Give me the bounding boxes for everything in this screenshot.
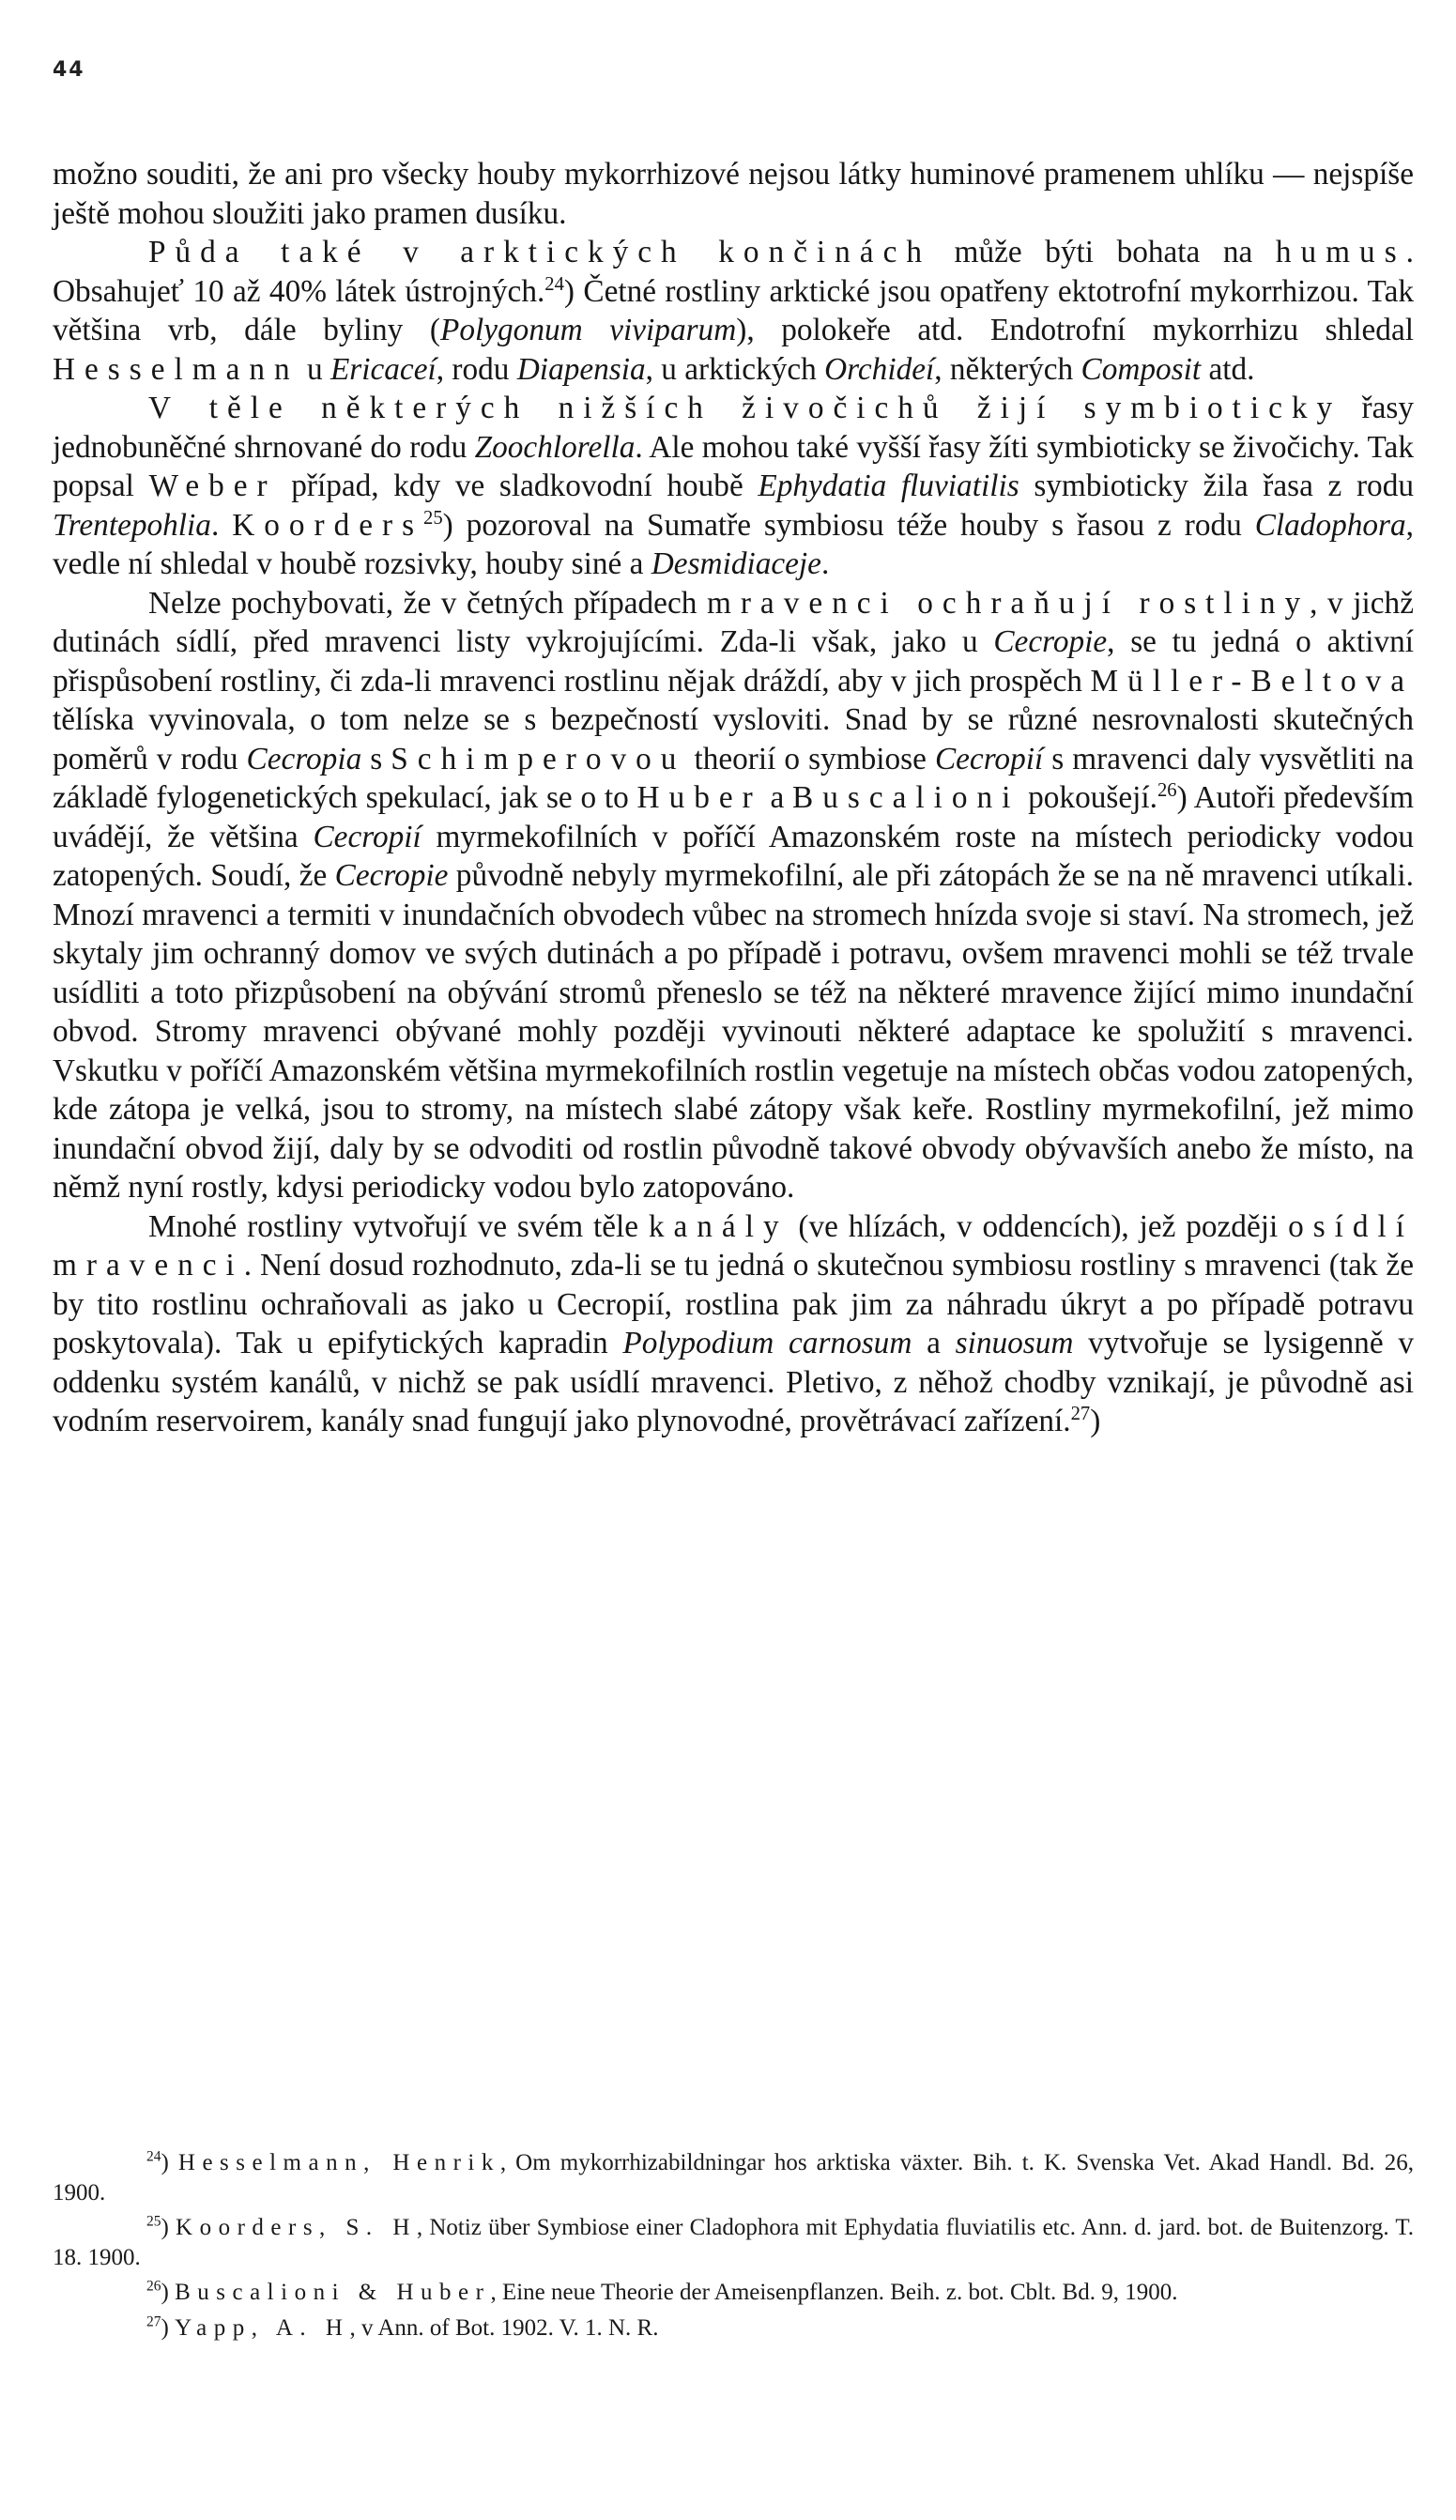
text-run: ) pozoroval na Sumatře symbiosu téže houby s řasou z rodu: [442, 507, 1255, 543]
text-run: sinuosum: [955, 1326, 1074, 1360]
text-run: , u arktických: [645, 351, 825, 387]
text-run: Cladophora: [1254, 507, 1406, 543]
footnote-text: ): [161, 2150, 178, 2175]
page-number: 44: [53, 58, 85, 82]
text-run: Cecropií: [934, 741, 1044, 776]
text-run: a: [761, 780, 793, 815]
text-run: Ephydatia fluviatilis: [758, 469, 1019, 503]
text-run: Koorders: [232, 507, 424, 543]
text-run: .: [820, 546, 830, 581]
paragraph: [53, 233, 1414, 389]
text-run: . Ale mohou také vyšší řasy žíti symbioticky se živočichy. Tak popsal: [53, 429, 1414, 503]
footnote-text: , Eine neue Theorie der Ameisenpflanzen. Beih. z. bot. Cblt. Bd. 9, 1900.: [490, 2280, 1178, 2305]
footnote-text: Buscalioni & Huber: [175, 2280, 491, 2305]
text-run: případ, kdy ve sladkovodní houbě: [276, 469, 759, 503]
text-run: Nelze pochybovati, že v četných případech: [148, 585, 707, 621]
text-run: , rodu: [436, 351, 517, 387]
text-run: Huber: [636, 780, 762, 815]
paragraph: [53, 389, 1414, 584]
text-run: může býti bohata na: [930, 235, 1276, 269]
paragraph: [53, 1207, 1414, 1441]
footnote-text: , v Ann. of Bot. 1902. V. 1. N. R.: [349, 2314, 659, 2341]
text-run: řasy jednobuněčné shrnované do rodu: [53, 391, 1414, 465]
text-run: ), polokeře atd. Endotrofní mykorrhizu shledal: [736, 313, 1414, 347]
footnote-ref: 27: [146, 2313, 161, 2330]
footnote-text: Hesselmann, Henrik: [177, 2150, 500, 2175]
text-run: symbioticky žila řasa z rodu: [1019, 469, 1414, 503]
footnote-text: Koorders, S. H: [176, 2215, 417, 2240]
text-run: Desmidiaceje: [651, 546, 821, 581]
text-run: Diapensia: [516, 351, 646, 387]
footnote: [53, 2313, 1414, 2343]
text-run: humus: [1275, 235, 1406, 269]
footnote-ref: 24: [544, 273, 564, 295]
footnote-text: ): [161, 2215, 176, 2240]
text-run: theorií o symbiose: [685, 741, 935, 776]
text-run: vytvořuje se lysigenně v oddenku systém kanálů, v nichž se pak usídlí mravenci. Pletivo, z něhož chodby vznikají, je původně asi vodním reservoirem, kanály snad fungují jako plynovodné, provětrávací zařízení.: [53, 1326, 1414, 1438]
text-run: u: [299, 351, 330, 387]
text-run: s: [361, 741, 391, 776]
text-run: . Obsahujeť 10 až 40% látek ústrojných.: [53, 235, 1414, 309]
text-run: Cecropie: [993, 624, 1108, 659]
text-run: původně nebyly myrmekofilní, ale při zátopách že se na ně mravenci utíkali. Mnozí mravenci a termiti v inundačních obvodech vůbec na stromech hnízda svoje si staví. Na stromech, jež skytaly jim ochranný domov ve svých dutinách a po případě i potravu, ovšem mravenci mohli se též trvale usídliti a toto přizpůsobení na obývání stromů přeneslo se též na některé mravence žijící mimo inundační obvod. Stromy mravenci obývané mohly později vyvinouti některé adaptace ke spolužití s mravenci. Vskutku v poříčí Amazonském většina myrmekofilních rostlin vegetuje na místech občas vodou zatopených, kde zátopa je velká, jsou to stromy, na místech slabé zátopy však keře. Rostliny myrmekofilní, jež mimo inundační obvod žijí, daly by se odvoditi od rostlin původně takové obvody obývavších anebo že místo, na němž nyní rostly, kdysi periodicky vodou bylo zatopováno.: [53, 858, 1414, 1205]
footnote-text: ): [161, 2314, 176, 2341]
text-run: tělíska vyvinovala, o tom nelze se s bezpečností vysloviti. Snad by se různé nesrovnalosti skutečných poměrů v rodu: [53, 702, 1414, 776]
text-run: ): [1090, 1404, 1101, 1438]
text-run: myrmekofilních v poříčí Amazonském roste na místech periodicky vodou zatopených. Soudí, že: [53, 819, 1414, 893]
text-run: ) Autoři především uvádějí, že většina: [53, 780, 1414, 854]
text-run: . Není dosud rozhodnuto, zda-li se tu jedná o skutečnou symbiosu rostliny s mravenci (tak že by tito rostlinu ochraňovali as jako u Cecropií, rostlina pak jim za náhradu úkryt a po případě potravu poskytovala). Tak u epifytických kapradin: [53, 1248, 1414, 1360]
footnote-text: ): [161, 2280, 176, 2305]
text-run: Trentepohlia: [53, 507, 211, 543]
text-run: atd.: [1201, 351, 1255, 387]
paragraph: [53, 155, 1414, 233]
text-run: Schimperovou: [391, 741, 686, 776]
footnote-text: , Notiz über Symbiose einer Cladophora mit Ephydatia fluviatilis etc. Ann. d. jard. bot. de Buitenzorg. T. 18. 1900.: [53, 2215, 1414, 2270]
footnote-text: Yapp, A. H: [175, 2314, 350, 2341]
text-run: Polygonum viviparum: [440, 313, 737, 347]
text-run: , v jichž dutinách sídlí, před mravenci listy vykrojujícími. Zda-li však, jako u: [53, 585, 1414, 659]
text-run: Zoochlorella: [474, 429, 636, 465]
footnote: [53, 2278, 1414, 2308]
footnote-ref: 25: [423, 507, 443, 529]
text-run: mravenci ochraňují rostliny: [706, 585, 1310, 621]
footnote-ref: 26: [146, 2278, 161, 2295]
footnote-ref: 27: [1070, 1403, 1091, 1424]
footnote: [53, 2148, 1414, 2207]
text-run: Cecropia: [246, 741, 362, 776]
footnote: [53, 2213, 1414, 2272]
text-run: Orchideí: [824, 351, 935, 387]
footnote-ref: 26: [1157, 779, 1177, 801]
text-run: V těle některých nižších živočichů žijí symbioticky: [148, 391, 1342, 425]
footnote-ref: 24: [146, 2148, 161, 2165]
text-run: ) Četné rostliny arktické jsou opatřeny ektotrofní mykorrhizou. Tak většina vrb, dále byliny (: [53, 273, 1415, 347]
text-run: (ve hlízách, v oddencích), jež později: [788, 1208, 1289, 1244]
text-run: , se tu jedná o aktivní přispůsobení rostliny, či zda-li mravenci rostlinu nějak dráždí, aby v jich prospěch: [53, 624, 1415, 699]
text-run: Polypodium carnosum: [622, 1326, 912, 1360]
text-run: a: [912, 1326, 956, 1360]
text-run: možno souditi, že ani pro všecky houby mykorrhizové nejsou látky huminové pramenem uhlíku — nejspíše ještě mohou sloužiti jako pramen dusíku.: [53, 157, 1414, 231]
text-run: Müller-Beltova: [1090, 663, 1414, 699]
text-run: Composit: [1081, 351, 1202, 387]
footnote-ref: 25: [146, 2213, 161, 2230]
footnotes: [53, 2148, 1414, 2348]
footnote-text: , Om mykorrhizabildningar hos arktiska växter. Bih. t. K. Svenska Vet. Akad Handl. Bd. 26, 1900.: [53, 2150, 1414, 2205]
text-run: Weber: [148, 469, 277, 503]
paragraph: [53, 584, 1414, 1207]
text-run: .: [210, 507, 233, 543]
text-run: Mnohé rostliny vytvořují ve svém těle: [148, 1208, 649, 1244]
text-run: Ericaceí: [330, 351, 437, 387]
text-run: kanály: [648, 1208, 789, 1244]
text-run: Cecropie: [334, 858, 449, 893]
text-run: Cecropií: [313, 819, 421, 854]
text-run: , některých: [934, 351, 1081, 387]
text-run: Buscalioni: [792, 780, 1020, 815]
text-run: osídlí mravenci: [53, 1208, 1415, 1283]
text-run: Půda také v arktických končinách: [148, 235, 931, 269]
text-run: s mravenci daly vysvětliti na základě fylogenetických spekulací, jak se o to: [53, 741, 1414, 815]
text-run: , vedle ní shledal v houbě rozsivky, houby siné a: [53, 507, 1414, 581]
text-run: pokoušejí.: [1019, 780, 1157, 815]
text-run: Hesselmann: [53, 351, 299, 387]
body-text: [53, 155, 1414, 1441]
